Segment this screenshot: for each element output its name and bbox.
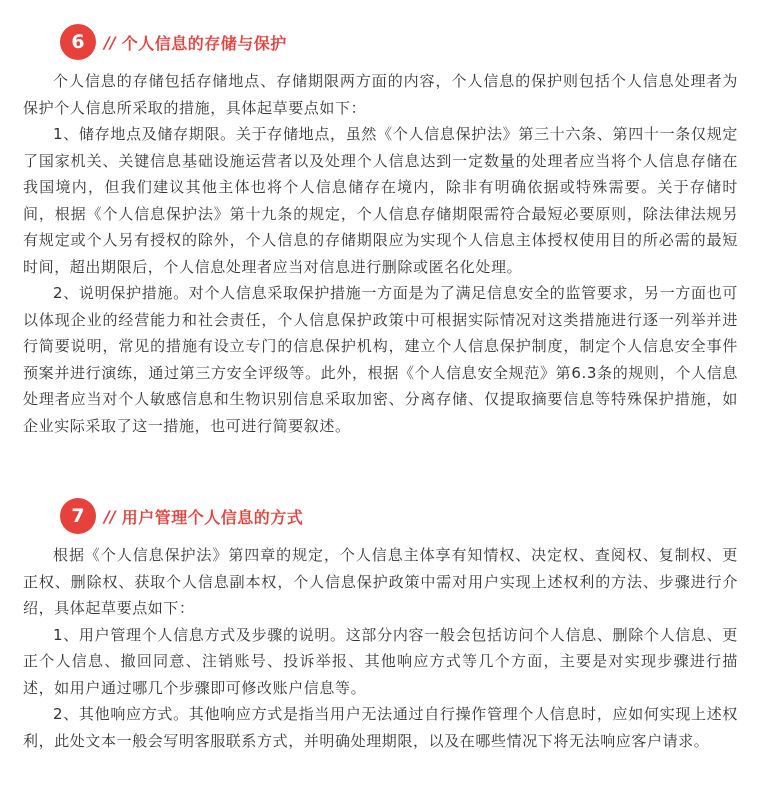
heading-slashes: //: [104, 32, 116, 52]
section-number-badge: 6: [60, 24, 96, 60]
paragraph: 2、其他响应方式。其他响应方式是指当用户无法通过自行操作管理个人信息时，应如何实现上述权利，此处文本一般会写明客服联系方式，并明确处理期限，以及在哪些情况下将无法响应客户请求。: [23, 705, 738, 750]
section-heading: [60, 496, 760, 536]
section-body: [0, 68, 760, 439]
section-user-management: [0, 496, 760, 754]
paragraph: 个人信息的存储包括存储地点、存储期限两方面的内容，个人信息的保护则包括个人信息处理者为保护个人信息所采取的措施，具体起草要点如下：: [23, 72, 738, 117]
section-storage-protection: [0, 22, 760, 439]
paragraph: 根据《个人信息保护法》第四章的规定，个人信息主体享有知情权、决定权、查阅权、复制权、更正权、删除权、获取个人信息副本权，个人信息保护政策中需对用户实现上述权利的方法、步骤进行介绍，具体起草要点如下：: [23, 546, 738, 617]
section-body: [0, 542, 760, 754]
paragraph: 2、说明保护措施。对个人信息采取保护措施一方面是为了满足信息安全的监管要求，另一方面也可以体现企业的经营能力和社会责任，个人信息保护政策中可根据实际情况对这类措施进行逐一列举并进行简要说明，常见的措施有设立专门的信息保护机构，建立个人信息保护制度，制定个人信息安全事件预案并进行演练，通过第三方安全评级等。此外，根据《个人信息安全规范》第6.3条的规则，个人信息处理者应当对个人敏感信息和生物识别信息采取加密、分离存储、仅提取摘要信息等特殊保护措施，如企业实际采取了这一措施，也可进行简要叙述。: [23, 284, 738, 435]
section-title: 个人信息的存储与保护: [121, 33, 287, 53]
section-number-badge: 7: [60, 498, 96, 534]
section-title: 用户管理个人信息的方式: [121, 507, 304, 527]
paragraph: 1、储存地点及储存期限。关于存储地点，虽然《个人信息保护法》第三十六条、第四十一条仅规定了国家机关、关键信息基础设施运营者以及处理个人信息达到一定数量的处理者应当将个人信息存储在我国境内，但我们建议其他主体也将个人信息储存在境内，除非有明确依据或特殊需要。关于存储时间，根据《个人信息保护法》第十九条的规定，个人信息存储期限需符合最短必要原则，除法律法规另有规定或个人另有授权的除外，个人信息的存储期限应为实现个人信息主体授权使用目的所必需的最短时间，超出期限后，个人信息处理者应当对信息进行删除或匿名化处理。: [23, 125, 738, 276]
section-heading: [60, 22, 760, 62]
paragraph: 1、用户管理个人信息方式及步骤的说明。这部分内容一般会包括访问个人信息、删除个人信息、更正个人信息、撤回同意、注销账号、投诉举报、其他响应方式等几个方面，主要是对实现步骤进行描述，如用户通过哪几个步骤即可修改账户信息等。: [23, 625, 738, 697]
heading-slashes: //: [104, 506, 116, 526]
